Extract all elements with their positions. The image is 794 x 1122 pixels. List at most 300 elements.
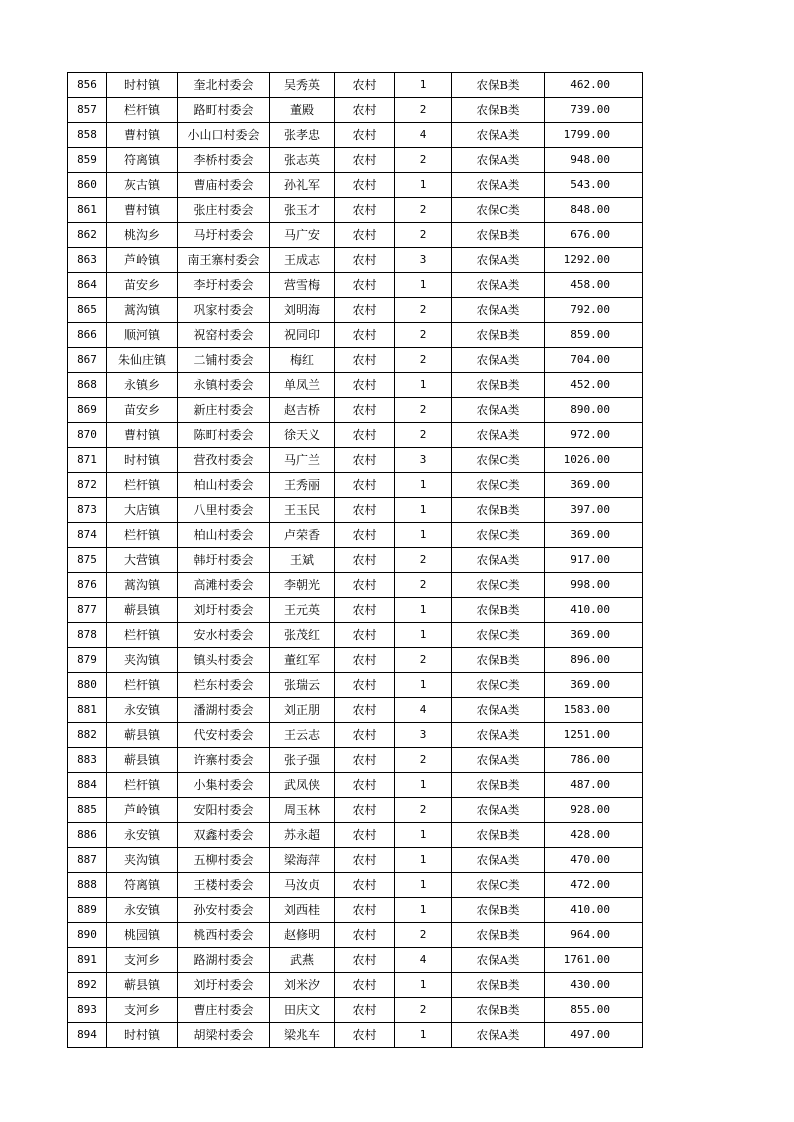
residence-type-cell: 农村 [335,773,395,798]
village-committee-cell: 营孜村委会 [178,448,270,473]
recipient-name-cell: 周玉林 [270,798,335,823]
village-committee-cell: 韩圩村委会 [178,548,270,573]
residence-type-cell: 农村 [335,598,395,623]
recipient-name-cell: 梁海萍 [270,848,335,873]
household-size-cell: 2 [395,423,452,448]
insurance-category-cell: 农保A类 [452,398,545,423]
row-number-cell: 890 [68,923,107,948]
township-cell: 蕲县镇 [107,973,178,998]
recipient-name-cell: 张子强 [270,748,335,773]
insurance-category-cell: 农保C类 [452,573,545,598]
table-row [68,973,643,998]
row-number-cell: 856 [68,73,107,98]
township-cell: 桃沟乡 [107,223,178,248]
village-committee-cell: 潘湖村委会 [178,698,270,723]
row-number-cell: 862 [68,223,107,248]
insurance-category-cell: 农保A类 [452,798,545,823]
insurance-category-cell: 农保A类 [452,748,545,773]
subsidy-amount-cell: 410.00 [545,598,643,623]
recipient-name-cell: 武燕 [270,948,335,973]
household-size-cell: 1 [395,598,452,623]
insurance-category-cell: 农保B类 [452,973,545,998]
subsidy-amount-cell: 739.00 [545,98,643,123]
recipient-name-cell: 梁兆车 [270,1023,335,1048]
row-number-cell: 859 [68,148,107,173]
subsidy-amount-cell: 1292.00 [545,248,643,273]
household-size-cell: 2 [395,748,452,773]
insurance-category-cell: 农保C类 [452,448,545,473]
subsidy-amount-cell: 917.00 [545,548,643,573]
recipient-name-cell: 苏永超 [270,823,335,848]
village-committee-cell: 小集村委会 [178,773,270,798]
subsidy-amount-cell: 462.00 [545,73,643,98]
recipient-name-cell: 张茂红 [270,623,335,648]
table-row [68,598,643,623]
insurance-category-cell: 农保A类 [452,148,545,173]
recipient-name-cell: 马广兰 [270,448,335,473]
township-cell: 曹村镇 [107,198,178,223]
insurance-category-cell: 农保A类 [452,948,545,973]
residence-type-cell: 农村 [335,823,395,848]
household-size-cell: 1 [395,373,452,398]
recipient-name-cell: 李朝光 [270,573,335,598]
roster-table-body [68,73,643,1048]
recipient-name-cell: 王成志 [270,248,335,273]
household-size-cell: 1 [395,773,452,798]
table-row [68,898,643,923]
household-size-cell: 1 [395,173,452,198]
subsidy-amount-cell: 369.00 [545,473,643,498]
township-cell: 符离镇 [107,148,178,173]
village-committee-cell: 许寨村委会 [178,748,270,773]
village-committee-cell: 桃西村委会 [178,923,270,948]
township-cell: 栏杆镇 [107,523,178,548]
recipient-name-cell: 吴秀英 [270,73,335,98]
residence-type-cell: 农村 [335,223,395,248]
row-number-cell: 894 [68,1023,107,1048]
table-row [68,573,643,598]
township-cell: 大店镇 [107,498,178,523]
township-cell: 支河乡 [107,948,178,973]
residence-type-cell: 农村 [335,698,395,723]
subsidy-amount-cell: 458.00 [545,273,643,298]
household-size-cell: 3 [395,723,452,748]
table-row [68,198,643,223]
recipient-name-cell: 刘西桂 [270,898,335,923]
row-number-cell: 887 [68,848,107,873]
township-cell: 顺河镇 [107,323,178,348]
residence-type-cell: 农村 [335,173,395,198]
table-row [68,473,643,498]
household-size-cell: 1 [395,898,452,923]
row-number-cell: 867 [68,348,107,373]
insurance-category-cell: 农保A类 [452,173,545,198]
household-size-cell: 4 [395,123,452,148]
recipient-name-cell: 张孝忠 [270,123,335,148]
insurance-category-cell: 农保C类 [452,198,545,223]
subsidy-amount-cell: 890.00 [545,398,643,423]
village-committee-cell: 安阳村委会 [178,798,270,823]
residence-type-cell: 农村 [335,623,395,648]
table-row [68,698,643,723]
residence-type-cell: 农村 [335,923,395,948]
residence-type-cell: 农村 [335,748,395,773]
insurance-category-cell: 农保C类 [452,873,545,898]
township-cell: 栏杆镇 [107,473,178,498]
village-committee-cell: 八里村委会 [178,498,270,523]
subsidy-amount-cell: 369.00 [545,623,643,648]
subsidy-amount-cell: 543.00 [545,173,643,198]
household-size-cell: 2 [395,348,452,373]
table-row [68,448,643,473]
village-committee-cell: 路町村委会 [178,98,270,123]
residence-type-cell: 农村 [335,323,395,348]
insurance-category-cell: 农保B类 [452,73,545,98]
residence-type-cell: 农村 [335,798,395,823]
subsidy-amount-cell: 848.00 [545,198,643,223]
insurance-category-cell: 农保B类 [452,648,545,673]
village-committee-cell: 安水村委会 [178,623,270,648]
township-cell: 时村镇 [107,1023,178,1048]
recipient-name-cell: 祝同印 [270,323,335,348]
row-number-cell: 879 [68,648,107,673]
township-cell: 夹沟镇 [107,648,178,673]
subsidy-amount-cell: 1583.00 [545,698,643,723]
township-cell: 蒿沟镇 [107,573,178,598]
insurance-category-cell: 农保A类 [452,298,545,323]
residence-type-cell: 农村 [335,848,395,873]
township-cell: 支河乡 [107,998,178,1023]
household-size-cell: 2 [395,323,452,348]
recipient-name-cell: 王云志 [270,723,335,748]
township-cell: 永安镇 [107,823,178,848]
village-committee-cell: 南王寨村委会 [178,248,270,273]
subsidy-amount-cell: 410.00 [545,898,643,923]
table-row [68,123,643,148]
table-row [68,648,643,673]
residence-type-cell: 农村 [335,248,395,273]
residence-type-cell: 农村 [335,973,395,998]
residence-type-cell: 农村 [335,123,395,148]
household-size-cell: 2 [395,548,452,573]
household-size-cell: 2 [395,923,452,948]
household-size-cell: 1 [395,623,452,648]
subsidy-amount-cell: 1761.00 [545,948,643,973]
household-size-cell: 2 [395,998,452,1023]
subsidy-amount-cell: 704.00 [545,348,643,373]
recipient-name-cell: 张瑞云 [270,673,335,698]
insurance-category-cell: 农保A类 [452,723,545,748]
row-number-cell: 886 [68,823,107,848]
village-committee-cell: 刘圩村委会 [178,973,270,998]
village-committee-cell: 王楼村委会 [178,873,270,898]
table-row [68,148,643,173]
row-number-cell: 877 [68,598,107,623]
village-committee-cell: 胡梁村委会 [178,1023,270,1048]
row-number-cell: 873 [68,498,107,523]
household-size-cell: 1 [395,473,452,498]
subsidy-amount-cell: 487.00 [545,773,643,798]
recipient-name-cell: 张志英 [270,148,335,173]
recipient-name-cell: 马广安 [270,223,335,248]
subsidy-amount-cell: 1799.00 [545,123,643,148]
township-cell: 栏杆镇 [107,673,178,698]
subsidy-amount-cell: 369.00 [545,673,643,698]
row-number-cell: 878 [68,623,107,648]
insurance-category-cell: 农保A类 [452,848,545,873]
village-committee-cell: 柏山村委会 [178,473,270,498]
residence-type-cell: 农村 [335,998,395,1023]
row-number-cell: 868 [68,373,107,398]
village-committee-cell: 李桥村委会 [178,148,270,173]
township-cell: 桃园镇 [107,923,178,948]
insurance-category-cell: 农保B类 [452,823,545,848]
household-size-cell: 3 [395,248,452,273]
residence-type-cell: 农村 [335,423,395,448]
village-committee-cell: 双鑫村委会 [178,823,270,848]
recipient-name-cell: 王斌 [270,548,335,573]
subsidy-amount-cell: 859.00 [545,323,643,348]
residence-type-cell: 农村 [335,298,395,323]
row-number-cell: 863 [68,248,107,273]
recipient-name-cell: 王玉民 [270,498,335,523]
table-row [68,798,643,823]
subsidy-amount-cell: 855.00 [545,998,643,1023]
village-committee-cell: 祝窑村委会 [178,323,270,348]
subsidy-amount-cell: 472.00 [545,873,643,898]
row-number-cell: 857 [68,98,107,123]
table-row [68,273,643,298]
village-committee-cell: 陈町村委会 [178,423,270,448]
recipient-name-cell: 徐天义 [270,423,335,448]
subsidy-amount-cell: 1251.00 [545,723,643,748]
township-cell: 永镇乡 [107,373,178,398]
household-size-cell: 1 [395,973,452,998]
household-size-cell: 4 [395,698,452,723]
village-committee-cell: 五柳村委会 [178,848,270,873]
row-number-cell: 874 [68,523,107,548]
township-cell: 苗安乡 [107,273,178,298]
table-row [68,548,643,573]
table-row [68,173,643,198]
household-size-cell: 2 [395,198,452,223]
household-size-cell: 1 [395,498,452,523]
insurance-category-cell: 农保B类 [452,598,545,623]
insurance-category-cell: 农保A类 [452,423,545,448]
subsidy-amount-cell: 928.00 [545,798,643,823]
insurance-category-cell: 农保B类 [452,98,545,123]
row-number-cell: 889 [68,898,107,923]
insurance-category-cell: 农保B类 [452,773,545,798]
village-committee-cell: 路湖村委会 [178,948,270,973]
table-row [68,673,643,698]
row-number-cell: 893 [68,998,107,1023]
table-row [68,773,643,798]
township-cell: 大营镇 [107,548,178,573]
row-number-cell: 864 [68,273,107,298]
insurance-category-cell: 农保A类 [452,273,545,298]
row-number-cell: 872 [68,473,107,498]
recipient-name-cell: 梅红 [270,348,335,373]
table-row [68,98,643,123]
village-committee-cell: 柏山村委会 [178,523,270,548]
table-row [68,748,643,773]
recipient-name-cell: 卢荣香 [270,523,335,548]
village-committee-cell: 二铺村委会 [178,348,270,373]
household-size-cell: 2 [395,298,452,323]
household-size-cell: 2 [395,98,452,123]
residence-type-cell: 农村 [335,373,395,398]
township-cell: 永安镇 [107,698,178,723]
residence-type-cell: 农村 [335,573,395,598]
insurance-category-cell: 农保B类 [452,923,545,948]
township-cell: 永安镇 [107,898,178,923]
household-size-cell: 1 [395,848,452,873]
row-number-cell: 870 [68,423,107,448]
row-number-cell: 892 [68,973,107,998]
village-committee-cell: 张庄村委会 [178,198,270,223]
insurance-category-cell: 农保B类 [452,998,545,1023]
recipient-name-cell: 刘米汐 [270,973,335,998]
residence-type-cell: 农村 [335,473,395,498]
recipient-name-cell: 董殿 [270,98,335,123]
household-size-cell: 1 [395,673,452,698]
insurance-category-cell: 农保C类 [452,673,545,698]
row-number-cell: 885 [68,798,107,823]
residence-type-cell: 农村 [335,648,395,673]
table-row [68,848,643,873]
township-cell: 蕲县镇 [107,598,178,623]
insurance-category-cell: 农保C类 [452,623,545,648]
insurance-category-cell: 农保A类 [452,248,545,273]
row-number-cell: 888 [68,873,107,898]
table-row [68,523,643,548]
village-committee-cell: 高滩村委会 [178,573,270,598]
township-cell: 蕲县镇 [107,723,178,748]
row-number-cell: 875 [68,548,107,573]
village-committee-cell: 马圩村委会 [178,223,270,248]
recipient-name-cell: 马汝贞 [270,873,335,898]
township-cell: 芦岭镇 [107,798,178,823]
residence-type-cell: 农村 [335,948,395,973]
insurance-category-cell: 农保B类 [452,498,545,523]
residence-type-cell: 农村 [335,448,395,473]
insurance-category-cell: 农保C类 [452,473,545,498]
household-size-cell: 1 [395,73,452,98]
table-row [68,498,643,523]
table-row [68,923,643,948]
recipient-name-cell: 董红军 [270,648,335,673]
subsidy-amount-cell: 972.00 [545,423,643,448]
residence-type-cell: 农村 [335,348,395,373]
household-size-cell: 1 [395,873,452,898]
residence-type-cell: 农村 [335,673,395,698]
recipient-name-cell: 王秀丽 [270,473,335,498]
table-row [68,323,643,348]
insurance-category-cell: 农保A类 [452,698,545,723]
recipient-name-cell: 田庆文 [270,998,335,1023]
household-size-cell: 2 [395,798,452,823]
subsidy-amount-cell: 948.00 [545,148,643,173]
village-committee-cell: 永镇村委会 [178,373,270,398]
row-number-cell: 876 [68,573,107,598]
subsidy-amount-cell: 369.00 [545,523,643,548]
insurance-category-cell: 农保A类 [452,1023,545,1048]
village-committee-cell: 栏东村委会 [178,673,270,698]
row-number-cell: 883 [68,748,107,773]
village-committee-cell: 孙安村委会 [178,898,270,923]
township-cell: 朱仙庄镇 [107,348,178,373]
household-size-cell: 1 [395,523,452,548]
recipient-name-cell: 张玉才 [270,198,335,223]
township-cell: 栏杆镇 [107,98,178,123]
recipient-name-cell: 营雪梅 [270,273,335,298]
household-size-cell: 3 [395,448,452,473]
residence-type-cell: 农村 [335,273,395,298]
table-row [68,248,643,273]
insurance-category-cell: 农保B类 [452,223,545,248]
township-cell: 时村镇 [107,73,178,98]
table-row [68,373,643,398]
recipient-name-cell: 武凤侠 [270,773,335,798]
row-number-cell: 861 [68,198,107,223]
residence-type-cell: 农村 [335,898,395,923]
relief-roster-table [67,72,643,1048]
row-number-cell: 891 [68,948,107,973]
insurance-category-cell: 农保C类 [452,523,545,548]
township-cell: 曹村镇 [107,123,178,148]
table-row [68,398,643,423]
residence-type-cell: 农村 [335,148,395,173]
table-row [68,348,643,373]
village-committee-cell: 镇头村委会 [178,648,270,673]
household-size-cell: 4 [395,948,452,973]
recipient-name-cell: 刘正朋 [270,698,335,723]
insurance-category-cell: 农保A类 [452,348,545,373]
residence-type-cell: 农村 [335,198,395,223]
residence-type-cell: 农村 [335,398,395,423]
residence-type-cell: 农村 [335,723,395,748]
residence-type-cell: 农村 [335,523,395,548]
household-size-cell: 2 [395,398,452,423]
row-number-cell: 865 [68,298,107,323]
township-cell: 栏杆镇 [107,773,178,798]
insurance-category-cell: 农保B类 [452,323,545,348]
subsidy-amount-cell: 792.00 [545,298,643,323]
subsidy-amount-cell: 1026.00 [545,448,643,473]
row-number-cell: 869 [68,398,107,423]
household-size-cell: 2 [395,148,452,173]
residence-type-cell: 农村 [335,548,395,573]
recipient-name-cell: 赵修明 [270,923,335,948]
recipient-name-cell: 孙礼军 [270,173,335,198]
township-cell: 苗安乡 [107,398,178,423]
subsidy-amount-cell: 430.00 [545,973,643,998]
row-number-cell: 881 [68,698,107,723]
household-size-cell: 2 [395,573,452,598]
row-number-cell: 871 [68,448,107,473]
row-number-cell: 880 [68,673,107,698]
row-number-cell: 884 [68,773,107,798]
insurance-category-cell: 农保A类 [452,123,545,148]
recipient-name-cell: 王元英 [270,598,335,623]
village-committee-cell: 李圩村委会 [178,273,270,298]
township-cell: 蕲县镇 [107,748,178,773]
table-row [68,423,643,448]
village-committee-cell: 小山口村委会 [178,123,270,148]
residence-type-cell: 农村 [335,1023,395,1048]
township-cell: 符离镇 [107,873,178,898]
